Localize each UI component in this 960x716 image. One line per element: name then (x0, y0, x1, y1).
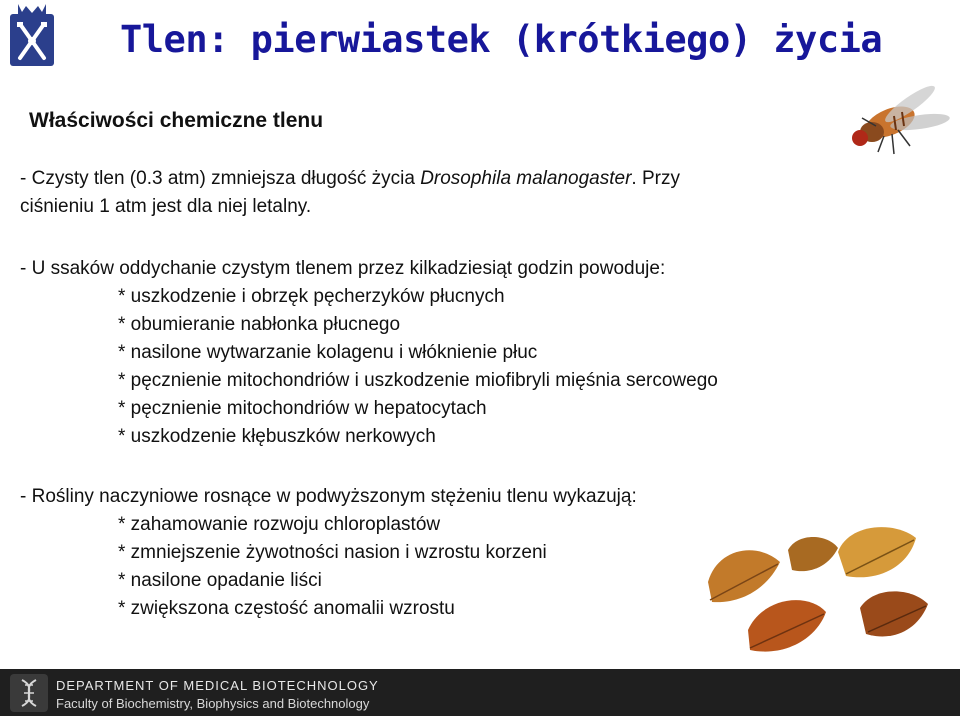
dna-logo-icon (10, 674, 48, 712)
list-item: * zwiększona częstość anomalii wzrostu (118, 598, 455, 619)
page-title: Tlen: pierwiastek (krótkiego) życia (120, 18, 883, 61)
list-item: * pęcznienie mitochondriów i uszkodzenie miofibryli mięśnia sercowego (118, 370, 718, 391)
list-item: * pęcznienie mitochondriów w hepatocytach (118, 398, 487, 419)
paragraph-mammals (20, 255, 950, 451)
list-item: * nasilone opadanie liści (118, 570, 322, 591)
list-item: * uszkodzenie i obrzęk pęcherzyków płucnych (118, 286, 505, 307)
list-item: * obumieranie nabłonka płucnego (118, 314, 401, 335)
footer-faculty: Faculty of Biochemistry, Biophysics and Biotechnology (56, 696, 370, 711)
list-intro: - U ssaków oddychanie czystym tlenem przez kilkadziesiąt godzin powoduje: (20, 258, 666, 279)
species-name: Drosophila malanogaster (420, 168, 632, 189)
text-line: ciśnieniu 1 atm jest dla niej letalny. (20, 196, 312, 217)
text-segment: - Czysty tlen (0.3 atm) zmniejsza długość życia (20, 168, 421, 189)
list-item: * uszkodzenie kłębuszków nerkowych (118, 426, 436, 447)
autumn-leaves-image (688, 512, 938, 670)
university-crest-icon (8, 2, 56, 68)
list-intro: - Rośliny naczyniowe rosnące w podwyższonym stężeniu tlenu wykazują: (20, 486, 637, 507)
list-item: * zahamowanie rozwoju chloroplastów (118, 514, 441, 535)
paragraph-drosophila (20, 165, 950, 221)
section-subtitle: Właściwości chemiczne tlenu (29, 109, 324, 132)
list-item: * zmniejszenie żywotności nasion i wzrostu korzeni (118, 542, 547, 563)
fruit-fly-image (832, 82, 952, 162)
footer (0, 669, 960, 716)
text-segment: . Przy (631, 168, 680, 189)
header (0, 0, 960, 74)
list-item: * nasilone wytwarzanie kolagenu i włóknienie płuc (118, 342, 538, 363)
text-line (20, 165, 950, 193)
footer-department: DEPARTMENT OF MEDICAL BIOTECHNOLOGY (56, 678, 379, 693)
